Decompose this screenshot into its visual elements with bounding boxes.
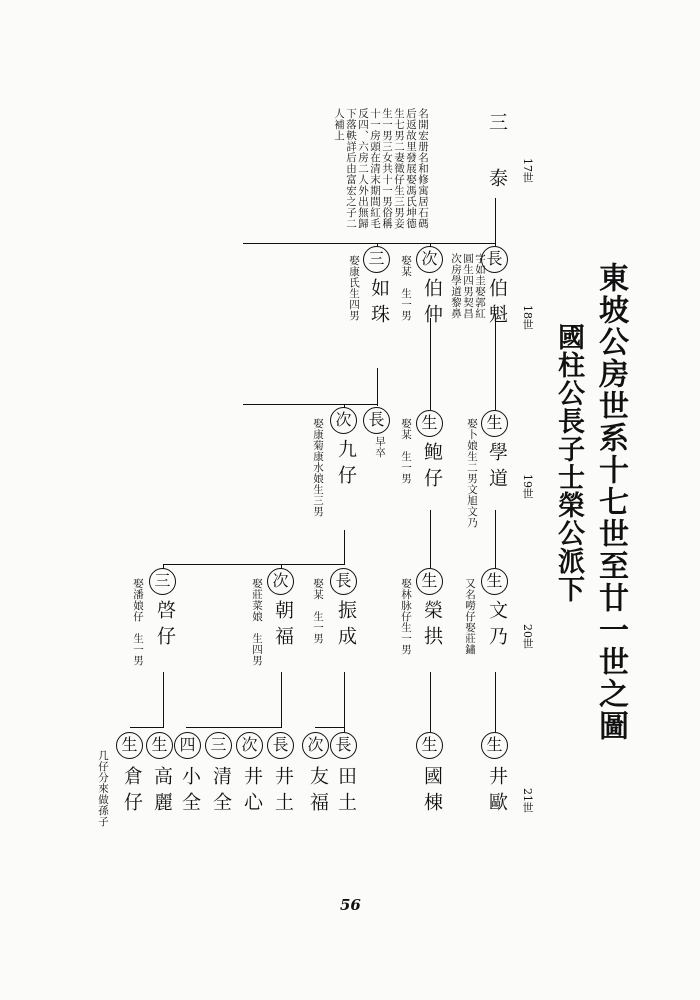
person-note: 几仔分來做孫子 [97,750,109,827]
person-name: 高麗 [151,766,173,818]
person-name: 井心 [241,766,263,818]
generation-label-19: 19世 [521,474,534,499]
order-badge: 生 [416,732,443,759]
generation-label-20: 20世 [521,624,534,649]
order-badge: 次 [267,568,294,595]
person-name: 井土 [272,766,294,818]
order-badge: 四 [174,732,201,759]
order-badge: 三 [205,732,232,759]
person-name: 清全 [210,766,232,818]
person-name: 文乃 [486,600,508,652]
person-note: 字如圭娶郭紅圓生四男契昌次房學道黎鼻 [450,253,486,319]
order-badge: 次 [330,407,357,434]
person-name: 小全 [179,766,201,818]
person-name: 朝福 [272,600,294,652]
person-name: 伯仲 [421,278,443,330]
sub-title: 國柱公長子士榮公派下 [553,323,584,603]
person-name: 友福 [307,766,329,818]
generation-label-18: 18世 [521,305,534,330]
order-badge: 生 [481,732,508,759]
person-name: 九仔 [335,439,357,491]
person-name: 倉仔 [121,766,143,818]
order-badge: 長 [330,732,357,759]
person-note: 娶某 生一男 [312,578,324,644]
person-note: 娶康菊康水娘生三男 [312,418,324,517]
person-name: 榮拱 [421,600,443,652]
order-badge: 次 [302,732,329,759]
person-name: 振成 [335,600,357,652]
order-badge: 長 [267,732,294,759]
person-name: 伯魁 [486,278,508,330]
person-note: 娶潘娘仔 生一男 [132,578,144,666]
order-badge: 次 [416,246,443,273]
person-note: 娶某 生一男 [400,255,412,321]
order-badge: 生 [416,410,443,437]
person-note: 娶某 生一男 [400,418,412,484]
order-badge: 生 [416,568,443,595]
person-note: 娶卜娘生二男文旭文乃 [466,418,478,528]
order-badge: 長 [481,246,508,273]
gen17-note: 名開宏册名和修寓居石碼后返故里發展娶馮氏坤德生七男二妻徵仔生三男妾生一男三女共十一男俗稱十一房頭在清末期間紅毛反四、六房二人外出無歸下落軼詳后由富宏之子二人補上 [333,108,429,229]
person-name: 國棟 [421,766,443,818]
person-note: 娶康氏生四男 [348,255,360,321]
person-name: 田土 [335,766,357,818]
person-name: 如珠 [368,278,390,330]
gen17-order: 三 [486,112,508,138]
gen17-name: 泰 [486,168,508,194]
main-title: 東坡公房世系十七世至廿一世之圖 [593,262,628,742]
order-badge: 三 [149,568,176,595]
order-badge: 生 [146,732,173,759]
person-name: 井歐 [486,766,508,818]
page-number: 56 [340,896,361,914]
order-badge: 生 [481,568,508,595]
person-note: 早卒 [374,436,386,458]
order-badge: 長 [363,407,390,434]
person-name: 鲍仔 [421,442,443,494]
person-note: 又名嘮仔娶莊鏽 [464,578,476,655]
person-note: 娶林脉仔生一男 [400,578,412,655]
order-badge: 三 [363,246,390,273]
person-name: 啓仔 [154,600,176,652]
order-badge: 生 [481,410,508,437]
generation-label-21: 21世 [521,788,534,813]
generation-label-17: 17世 [521,158,534,183]
order-badge: 生 [116,732,143,759]
order-badge: 次 [236,732,263,759]
person-note: 娶莊菜娘 生四男 [251,578,263,666]
order-badge: 長 [330,568,357,595]
person-name: 學道 [486,442,508,494]
